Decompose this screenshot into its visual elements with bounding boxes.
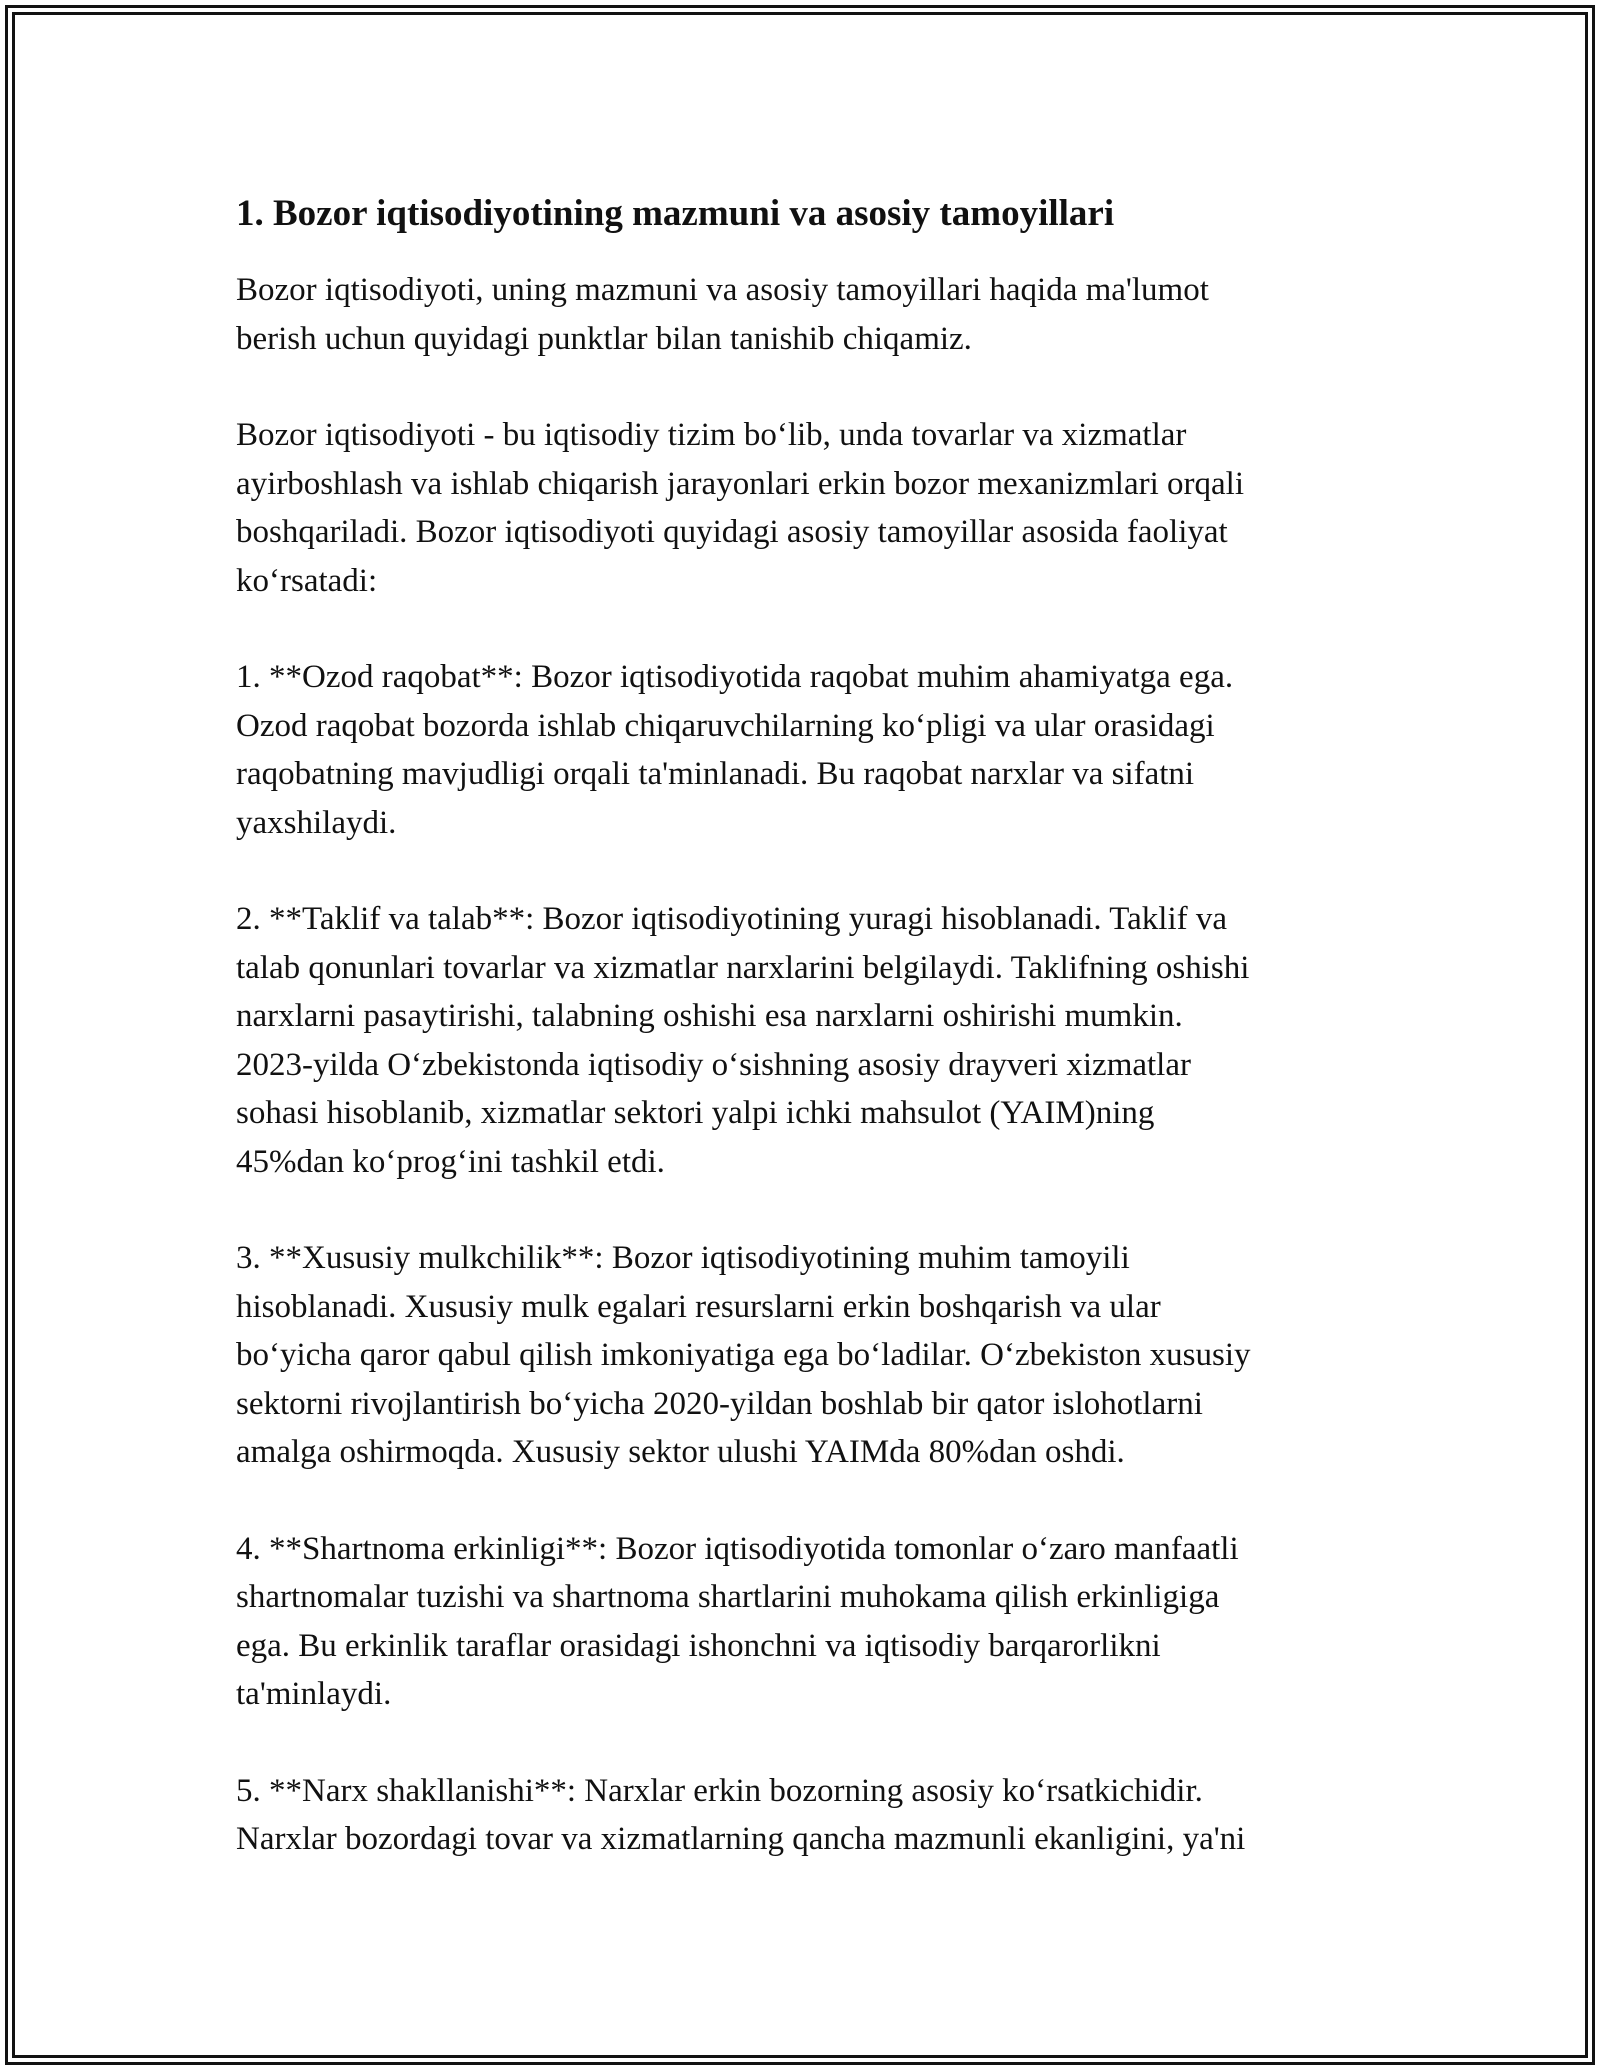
text-line: 5. **Narx shakllanishi**: Narxlar erkin bozorning asosiy koʻrsatkichidir. [236, 1772, 1203, 1809]
text-line: boʻyicha qaror qabul qilish imkoniyatiga ega boʻladilar. Oʻzbekiston xususiy [236, 1337, 1251, 1373]
text-line: 45%dan koʻprogʻini tashkil etdi. [236, 1143, 665, 1180]
text-line: ayirboshlash va ishlab chiqarish jarayonlari erkin bozor mexanizmlari orqali [236, 465, 1244, 502]
text-line: koʻrsatadi: [236, 562, 378, 599]
text-line: 4. **Shartnoma erkinligi**: Bozor iqtisodiyotida tomonlar oʻzaro manfaatli [236, 1530, 1239, 1567]
definition-paragraph [236, 411, 1376, 605]
text-line: Bozor iqtisodiyoti - bu iqtisodiy tizim boʻlib, unda tovarlar va xizmatlar [236, 417, 1187, 453]
text-line: 1. **Ozod raqobat**: Bozor iqtisodiyotida raqobat muhim ahamiyatga ega. [236, 659, 1234, 695]
text-line: boshqariladi. Bozor iqtisodiyoti quyidagi asosiy tamoyillar asosida faoliyat [236, 514, 1228, 550]
text-line: hisoblanadi. Xususiy mulk egalari resurslarni erkin boshqarish va ular [236, 1288, 1161, 1325]
text-line: amalga oshirmoqda. Xususiy sektor ulushi YAIMda 80%dan oshdi. [236, 1434, 1125, 1470]
text-line: Ozod raqobat bozorda ishlab chiqaruvchilarning koʻpligi va ular orasidagi [236, 707, 1215, 744]
document-body [236, 188, 1376, 1912]
principle-2-paragraph [236, 895, 1376, 1186]
text-line: yaxshilaydi. [236, 804, 397, 841]
text-line: 3. **Xususiy mulkchilik**: Bozor iqtisodiyotining muhim tamoyili [236, 1240, 1130, 1276]
text-line: 2023-yilda Oʻzbekistonda iqtisodiy oʻsishning asosiy drayveri xizmatlar [236, 1046, 1191, 1083]
intro-paragraph [236, 266, 1376, 363]
text-line: 2. **Taklif va talab**: Bozor iqtisodiyotining yuragi hisoblanadi. Taklif va [236, 901, 1228, 937]
text-line: shartnomalar tuzishi va shartnoma shartlarini muhokama qilish erkinligiga [236, 1579, 1220, 1615]
principle-4-paragraph [236, 1525, 1376, 1719]
text-line: Bozor iqtisodiyoti, uning mazmuni va asosiy tamoyillari haqida ma'lumot [236, 272, 1209, 308]
text-line: narxlarni pasaytirishi, talabning oshishi esa narxlarni oshirishi mumkin. [236, 998, 1183, 1034]
text-line: raqobatning mavjudligi orqali ta'minlanadi. Bu raqobat narxlar va sifatni [236, 756, 1195, 792]
text-line: Narxlar bozordagi tovar va xizmatlarning qancha mazmunli ekanligini, ya'ni [236, 1821, 1246, 1857]
principle-5-paragraph [236, 1767, 1376, 1864]
text-line: sohasi hisoblanib, xizmatlar sektori yalpi ichki mahsulot (YAIM)ning [236, 1095, 1155, 1131]
text-line: ta'minlaydi. [236, 1676, 392, 1712]
text-line: berish uchun quyidagi punktlar bilan tanishib chiqamiz. [236, 320, 972, 357]
text-line: talab qonunlari tovarlar va xizmatlar narxlarini belgilaydi. Taklifning oshishi [236, 949, 1250, 986]
principle-3-paragraph [236, 1234, 1376, 1477]
document-title: 1. Bozor iqtisodiyotining mazmuni va asosiy tamoyillari [236, 193, 1115, 234]
text-line: sektorni rivojlantirish boʻyicha 2020-yildan boshlab bir qator islohotlarni [236, 1385, 1203, 1422]
principle-1-paragraph [236, 653, 1376, 847]
text-line: ega. Bu erkinlik taraflar orasidagi ishonchni va iqtisodiy barqarorlikni [236, 1627, 1161, 1664]
